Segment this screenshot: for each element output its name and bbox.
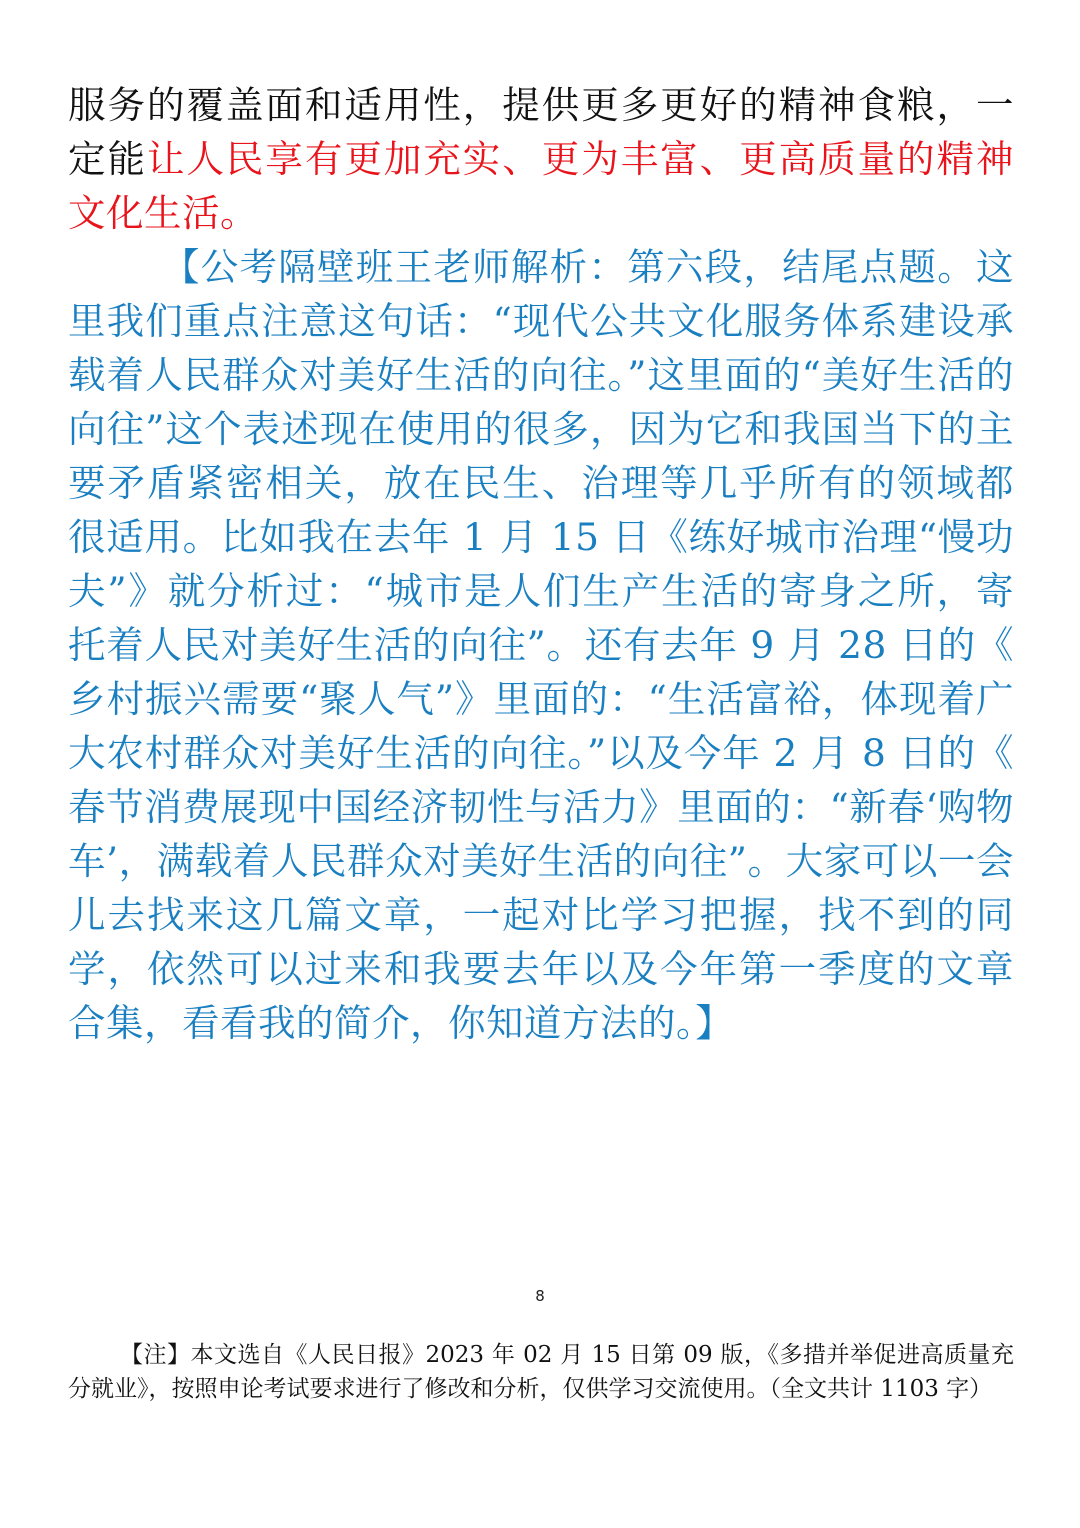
page-number: 8 bbox=[535, 1287, 545, 1305]
highlighted-sentence: 让人民享有更加充实、更为丰富、更高质量的精神文化生活。 bbox=[68, 137, 1015, 235]
document-body bbox=[68, 78, 1014, 1050]
source-note: 【注】本文选自《人民日报》2023 年 02 月 15 日第 09 版，《多措并举促进高质量充分就业》，按照申论考试要求进行了修改和分析，仅供学习交流使用。（全文共计 1103 字） bbox=[68, 1342, 1014, 1402]
paragraph-text: 服务的覆盖面和适用性，提供更多更好的精神食粮，一定能 bbox=[68, 83, 1014, 181]
teacher-analysis: 【公考隔壁班王老师解析：第六段，结尾点题。这里我们重点注意这句话：“现代公共文化服务体系建设承载着人民群众对美好生活的向往。”这里面的“美好生活的向往”这个表述现在使用的很多，因为它和我国当下的主要矛盾紧密相关，放在民生、治理等几乎所有的领域都很适用。比如我在去年 1 月 15 日《练好城市治理“慢功夫”》就分析过：“城市是人们生产生活的寄身之所，寄托着人民对美好生活的向往”。还有去年 9 月 28 日的《乡村振兴需要“聚人气”》里面的：“生活富裕，体现着广大农村群众对美好生活的向往。”以及今年 2 月 8 日的《春节消费展现中国经济韧性与活力》里面的：“新春‘购物车’，满载着人民群众对美好生活的向往”。大家可以一会儿去找来这几篇文章，一起对比学习把握，找不到的同学，依然可以过来和我要去年以及今年第一季度的文章合集，看看我的简介，你知道方法的。】 bbox=[68, 245, 1014, 1045]
paragraph-body bbox=[68, 78, 1014, 240]
